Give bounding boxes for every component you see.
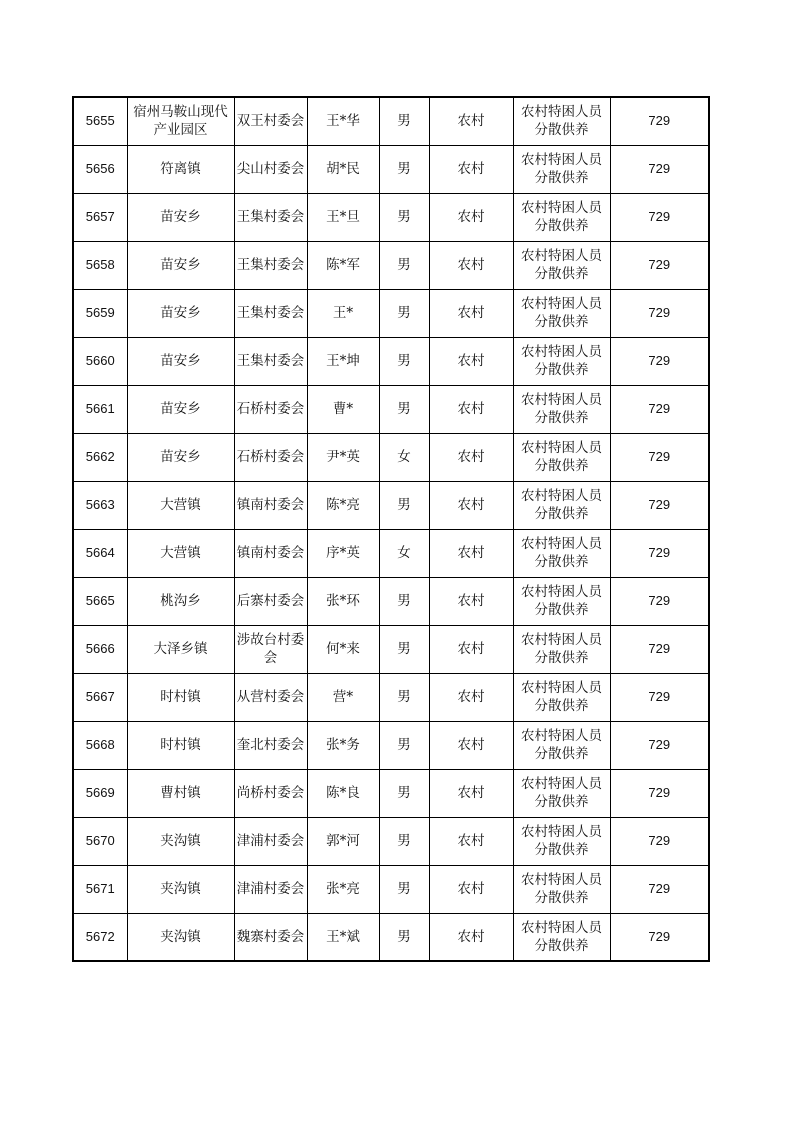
table-row bbox=[73, 241, 709, 289]
town-cell: 苗安乡 bbox=[127, 193, 234, 241]
serial-number-cell: 5672 bbox=[73, 913, 127, 961]
area-type-cell: 农村 bbox=[429, 913, 513, 961]
serial-number-cell: 5669 bbox=[73, 769, 127, 817]
gender-cell: 女 bbox=[379, 529, 429, 577]
person-name-cell: 王*华 bbox=[307, 97, 379, 145]
assistance-category-cell: 农村特困人员分散供养 bbox=[513, 529, 610, 577]
gender-cell: 男 bbox=[379, 817, 429, 865]
assistance-category-cell: 农村特困人员分散供养 bbox=[513, 721, 610, 769]
person-name-cell: 张*务 bbox=[307, 721, 379, 769]
village-committee-cell: 津浦村委会 bbox=[234, 865, 307, 913]
amount-cell: 729 bbox=[610, 673, 709, 721]
serial-number-cell: 5668 bbox=[73, 721, 127, 769]
town-cell: 符离镇 bbox=[127, 145, 234, 193]
town-cell: 大泽乡镇 bbox=[127, 625, 234, 673]
gender-cell: 男 bbox=[379, 865, 429, 913]
village-committee-cell: 石桥村委会 bbox=[234, 433, 307, 481]
town-cell: 苗安乡 bbox=[127, 433, 234, 481]
area-type-cell: 农村 bbox=[429, 577, 513, 625]
table-row bbox=[73, 577, 709, 625]
town-cell: 大营镇 bbox=[127, 481, 234, 529]
area-type-cell: 农村 bbox=[429, 193, 513, 241]
assistance-category-cell: 农村特困人员分散供养 bbox=[513, 385, 610, 433]
person-name-cell: 王*坤 bbox=[307, 337, 379, 385]
area-type-cell: 农村 bbox=[429, 625, 513, 673]
area-type-cell: 农村 bbox=[429, 385, 513, 433]
area-type-cell: 农村 bbox=[429, 337, 513, 385]
amount-cell: 729 bbox=[610, 97, 709, 145]
amount-cell: 729 bbox=[610, 289, 709, 337]
person-name-cell: 陈*良 bbox=[307, 769, 379, 817]
assistance-category-cell: 农村特困人员分散供养 bbox=[513, 193, 610, 241]
town-cell: 大营镇 bbox=[127, 529, 234, 577]
area-type-cell: 农村 bbox=[429, 289, 513, 337]
village-committee-cell: 从营村委会 bbox=[234, 673, 307, 721]
serial-number-cell: 5661 bbox=[73, 385, 127, 433]
amount-cell: 729 bbox=[610, 385, 709, 433]
table-row bbox=[73, 481, 709, 529]
area-type-cell: 农村 bbox=[429, 817, 513, 865]
town-cell: 苗安乡 bbox=[127, 241, 234, 289]
amount-cell: 729 bbox=[610, 481, 709, 529]
serial-number-cell: 5666 bbox=[73, 625, 127, 673]
serial-number-cell: 5656 bbox=[73, 145, 127, 193]
person-name-cell: 曹* bbox=[307, 385, 379, 433]
amount-cell: 729 bbox=[610, 913, 709, 961]
assistance-category-cell: 农村特困人员分散供养 bbox=[513, 481, 610, 529]
amount-cell: 729 bbox=[610, 721, 709, 769]
assistance-category-cell: 农村特困人员分散供养 bbox=[513, 913, 610, 961]
beneficiary-table bbox=[72, 96, 710, 962]
serial-number-cell: 5662 bbox=[73, 433, 127, 481]
town-cell: 宿州马鞍山现代产业园区 bbox=[127, 97, 234, 145]
person-name-cell: 胡*民 bbox=[307, 145, 379, 193]
gender-cell: 男 bbox=[379, 193, 429, 241]
town-cell: 时村镇 bbox=[127, 673, 234, 721]
table-body bbox=[73, 97, 709, 961]
town-cell: 时村镇 bbox=[127, 721, 234, 769]
table-row bbox=[73, 625, 709, 673]
person-name-cell: 营* bbox=[307, 673, 379, 721]
gender-cell: 男 bbox=[379, 97, 429, 145]
person-name-cell: 王*旦 bbox=[307, 193, 379, 241]
amount-cell: 729 bbox=[610, 337, 709, 385]
assistance-category-cell: 农村特困人员分散供养 bbox=[513, 337, 610, 385]
assistance-category-cell: 农村特困人员分散供养 bbox=[513, 769, 610, 817]
gender-cell: 男 bbox=[379, 337, 429, 385]
serial-number-cell: 5663 bbox=[73, 481, 127, 529]
assistance-category-cell: 农村特困人员分散供养 bbox=[513, 433, 610, 481]
village-committee-cell: 王集村委会 bbox=[234, 289, 307, 337]
gender-cell: 男 bbox=[379, 721, 429, 769]
serial-number-cell: 5657 bbox=[73, 193, 127, 241]
village-committee-cell: 双王村委会 bbox=[234, 97, 307, 145]
serial-number-cell: 5658 bbox=[73, 241, 127, 289]
gender-cell: 男 bbox=[379, 241, 429, 289]
area-type-cell: 农村 bbox=[429, 433, 513, 481]
table-row bbox=[73, 913, 709, 961]
amount-cell: 729 bbox=[610, 193, 709, 241]
table-row bbox=[73, 817, 709, 865]
area-type-cell: 农村 bbox=[429, 481, 513, 529]
village-committee-cell: 奎北村委会 bbox=[234, 721, 307, 769]
assistance-category-cell: 农村特困人员分散供养 bbox=[513, 865, 610, 913]
serial-number-cell: 5655 bbox=[73, 97, 127, 145]
amount-cell: 729 bbox=[610, 433, 709, 481]
gender-cell: 男 bbox=[379, 145, 429, 193]
table-row bbox=[73, 721, 709, 769]
village-committee-cell: 后寨村委会 bbox=[234, 577, 307, 625]
gender-cell: 男 bbox=[379, 289, 429, 337]
person-name-cell: 张*亮 bbox=[307, 865, 379, 913]
gender-cell: 女 bbox=[379, 433, 429, 481]
area-type-cell: 农村 bbox=[429, 145, 513, 193]
gender-cell: 男 bbox=[379, 673, 429, 721]
area-type-cell: 农村 bbox=[429, 865, 513, 913]
table-row bbox=[73, 865, 709, 913]
village-committee-cell: 镇南村委会 bbox=[234, 529, 307, 577]
serial-number-cell: 5667 bbox=[73, 673, 127, 721]
amount-cell: 729 bbox=[610, 625, 709, 673]
table-row bbox=[73, 529, 709, 577]
town-cell: 苗安乡 bbox=[127, 289, 234, 337]
town-cell: 夹沟镇 bbox=[127, 817, 234, 865]
amount-cell: 729 bbox=[610, 769, 709, 817]
village-committee-cell: 石桥村委会 bbox=[234, 385, 307, 433]
serial-number-cell: 5664 bbox=[73, 529, 127, 577]
assistance-category-cell: 农村特困人员分散供养 bbox=[513, 817, 610, 865]
person-name-cell: 陈*亮 bbox=[307, 481, 379, 529]
village-committee-cell: 涉故台村委会 bbox=[234, 625, 307, 673]
gender-cell: 男 bbox=[379, 577, 429, 625]
town-cell: 夹沟镇 bbox=[127, 913, 234, 961]
area-type-cell: 农村 bbox=[429, 769, 513, 817]
town-cell: 夹沟镇 bbox=[127, 865, 234, 913]
serial-number-cell: 5665 bbox=[73, 577, 127, 625]
person-name-cell: 王*斌 bbox=[307, 913, 379, 961]
table-row bbox=[73, 193, 709, 241]
village-committee-cell: 王集村委会 bbox=[234, 241, 307, 289]
town-cell: 苗安乡 bbox=[127, 337, 234, 385]
assistance-category-cell: 农村特困人员分散供养 bbox=[513, 673, 610, 721]
serial-number-cell: 5670 bbox=[73, 817, 127, 865]
village-committee-cell: 尖山村委会 bbox=[234, 145, 307, 193]
village-committee-cell: 津浦村委会 bbox=[234, 817, 307, 865]
serial-number-cell: 5660 bbox=[73, 337, 127, 385]
area-type-cell: 农村 bbox=[429, 97, 513, 145]
table-row bbox=[73, 673, 709, 721]
gender-cell: 男 bbox=[379, 769, 429, 817]
table-row bbox=[73, 97, 709, 145]
table-row bbox=[73, 289, 709, 337]
person-name-cell: 郭*河 bbox=[307, 817, 379, 865]
person-name-cell: 王* bbox=[307, 289, 379, 337]
village-committee-cell: 镇南村委会 bbox=[234, 481, 307, 529]
serial-number-cell: 5659 bbox=[73, 289, 127, 337]
table-row bbox=[73, 145, 709, 193]
person-name-cell: 尹*英 bbox=[307, 433, 379, 481]
table-row bbox=[73, 337, 709, 385]
area-type-cell: 农村 bbox=[429, 241, 513, 289]
assistance-category-cell: 农村特困人员分散供养 bbox=[513, 577, 610, 625]
village-committee-cell: 尚桥村委会 bbox=[234, 769, 307, 817]
assistance-category-cell: 农村特困人员分散供养 bbox=[513, 145, 610, 193]
amount-cell: 729 bbox=[610, 529, 709, 577]
gender-cell: 男 bbox=[379, 385, 429, 433]
gender-cell: 男 bbox=[379, 625, 429, 673]
serial-number-cell: 5671 bbox=[73, 865, 127, 913]
assistance-category-cell: 农村特困人员分散供养 bbox=[513, 97, 610, 145]
village-committee-cell: 魏寨村委会 bbox=[234, 913, 307, 961]
table-row bbox=[73, 385, 709, 433]
village-committee-cell: 王集村委会 bbox=[234, 337, 307, 385]
assistance-category-cell: 农村特困人员分散供养 bbox=[513, 625, 610, 673]
amount-cell: 729 bbox=[610, 145, 709, 193]
amount-cell: 729 bbox=[610, 865, 709, 913]
amount-cell: 729 bbox=[610, 817, 709, 865]
assistance-category-cell: 农村特困人员分散供养 bbox=[513, 241, 610, 289]
table-row bbox=[73, 433, 709, 481]
area-type-cell: 农村 bbox=[429, 529, 513, 577]
person-name-cell: 何*来 bbox=[307, 625, 379, 673]
area-type-cell: 农村 bbox=[429, 673, 513, 721]
amount-cell: 729 bbox=[610, 241, 709, 289]
person-name-cell: 序*英 bbox=[307, 529, 379, 577]
area-type-cell: 农村 bbox=[429, 721, 513, 769]
gender-cell: 男 bbox=[379, 913, 429, 961]
gender-cell: 男 bbox=[379, 481, 429, 529]
person-name-cell: 张*环 bbox=[307, 577, 379, 625]
town-cell: 桃沟乡 bbox=[127, 577, 234, 625]
person-name-cell: 陈*军 bbox=[307, 241, 379, 289]
village-committee-cell: 王集村委会 bbox=[234, 193, 307, 241]
town-cell: 苗安乡 bbox=[127, 385, 234, 433]
town-cell: 曹村镇 bbox=[127, 769, 234, 817]
amount-cell: 729 bbox=[610, 577, 709, 625]
assistance-category-cell: 农村特困人员分散供养 bbox=[513, 289, 610, 337]
table-row bbox=[73, 769, 709, 817]
